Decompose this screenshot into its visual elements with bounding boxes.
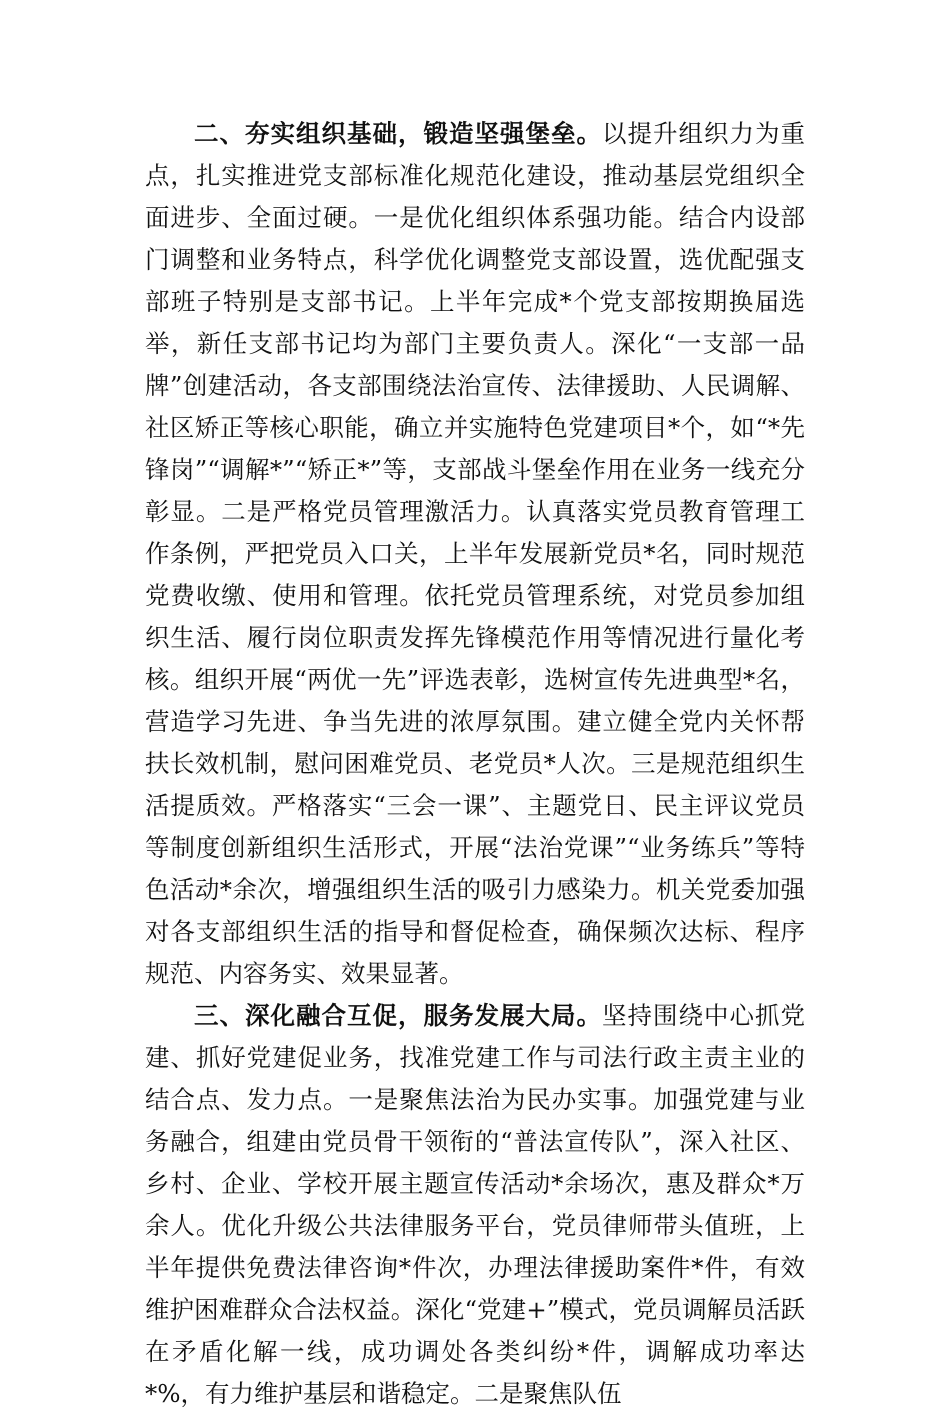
paragraph-text-2: 以提升组织力为重点，扎实推进党支部标准化规范化建设，推动基层党组织全面进步、全面过硬。一是优化组织体系强功能。结合内设部门调整和业务特点，科学优化调整党支部设置，选优配强支部班子特别是支部书记。上半年完成*个党支部按期换届选举，新任支部书记均为部门主要负责人。深化“一支部一品牌”创建活动，各支部围绕法治宣传、法律援助、人民调解、社区矫正等核心职能，确立并实施特色党建项目*个，如“*先锋岗”“调解*”“矫正*”等，支部战斗堡垒作用在业务一线充分彰显。二是严格党员管理激活力。认真落实党员教育管理工作条例，严把党员入口关，上半年发展新党员*名，同时规范党费收缴、使用和管理。依托党员管理系统，对党员参加组织生活、履行岗位职责发挥先锋模范作用等情况进行量化考核。组织开展“两优一先”评选表彰，选树宣传先进典型*名，营造学习先进、争当先进的浓厚氛围。建立健全党内关怀帮扶长效机制，慰问困难党员、老党员*人次。三是规范组织生活提质效。严格落实“三会一课”、主题党日、民主评议党员等制度创新组织生活形式，开展“法治党课”“业务练兵”等特色活动*余次，增强组织生活的吸引力感染力。机关党委加强对各支部组织生活的指导和督促检查，确保频次达标、程序规范、内容务实、效果显著。 (145, 119, 805, 988)
paragraph-section-2 (145, 113, 805, 995)
document-body (145, 113, 805, 1415)
paragraph-section-3 (145, 995, 805, 1415)
section-heading-3: 三、深化融合互促，服务发展大局。 (194, 1001, 602, 1030)
section-heading-2: 二、夯实组织基础，锻造坚强堡垒。 (194, 119, 602, 148)
paragraph-text-3: 坚持围绕中心抓党建、抓好党建促业务，找准党建工作与司法行政主责主业的结合点、发力点。一是聚焦法治为民办实事。加强党建与业务融合，组建由党员骨干领衔的“普法宣传队”，深入社区、乡村、企业、学校开展主题宣传活动*余场次，惠及群众*万余人。优化升级公共法律服务平台，党员律师带头值班，上半年提供免费法律咨询*件次，办理法律援助案件*件，有效维护困难群众合法权益。深化“党建+”模式，党员调解员活跃在矛盾化解一线，成功调处各类纠纷*件，调解成功率达*%，有力维护基层和谐稳定。二是聚焦队伍 (145, 1001, 805, 1408)
